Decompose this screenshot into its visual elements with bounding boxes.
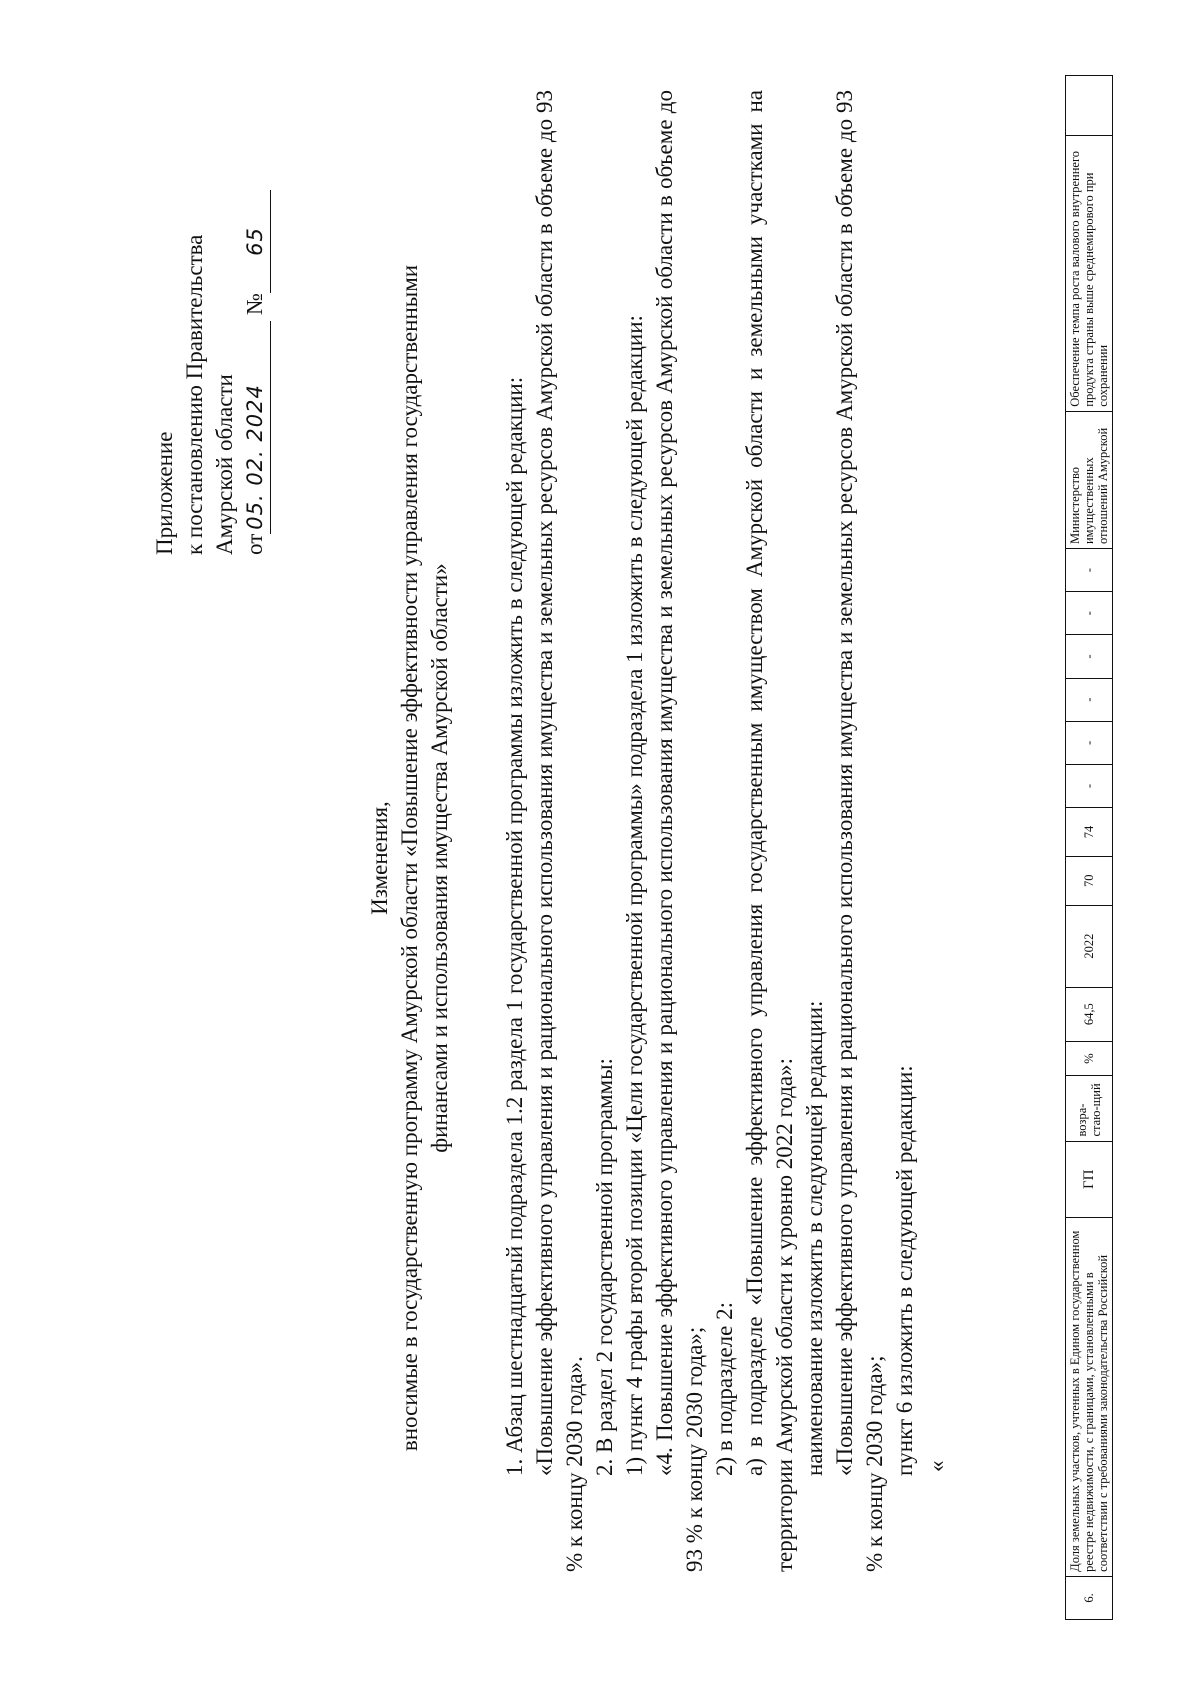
title-line-3: финансами и использования имущества Амурской области» <box>427 562 452 1153</box>
document-body <box>500 90 952 1572</box>
indicator-table <box>1065 75 1113 1620</box>
title-line-1: Изменения, <box>367 800 392 915</box>
paragraph-5: «4. Повышение эффективного управления и рационального использования имущества и земельных ресурсов Амурской области в объеме до 93 % к концу 2030 года»; <box>652 89 707 1572</box>
appendix-resolution: к постановлению Правительства <box>182 234 207 555</box>
handwritten-number: 65 <box>240 190 271 293</box>
cell-goal-link: Обеспечение темпа роста валового внутреннего продукта страны выше среднемирового при сохранении <box>1066 135 1113 411</box>
cell-value-3: - <box>1066 764 1113 807</box>
cell-value-8: - <box>1066 548 1113 591</box>
from-label: от <box>242 533 267 555</box>
cell-value-2: 74 <box>1066 807 1113 856</box>
paragraph-7: а) в подразделе «Повышение эффективного управления государственным имуществом Амурской области и земельными участками на территории Амурской области к уровню 2022 года»: <box>742 89 797 1572</box>
cell-trend: возра-стаю-щий <box>1066 1075 1113 1140</box>
cell-base-year: 2022 <box>1066 905 1113 987</box>
appendix-date-line <box>240 35 271 555</box>
paragraph-6: 2) в подразделе 2: <box>712 1301 737 1476</box>
title-line-2: вносимые в государственную программу Амурской области «Повышение эффективности управления государственными <box>397 264 422 1451</box>
cell-unit: % <box>1066 1041 1113 1075</box>
cell-level: ГП <box>1066 1141 1113 1217</box>
cell-indicator: Доля земельных участков, учтенных в Едином государственном реестре недвижимости, с границами, установленными в соответствии с требованиями законодательства Российской <box>1066 1217 1113 1576</box>
paragraph-10: пункт 6 изложить в следующей редакции: <box>892 1064 917 1476</box>
paragraph-4: 1) пункт 4 графы второй позиции «Цели государственной программы» подраздела 1 изложить в следующей редакции: <box>622 314 647 1476</box>
rotated-page <box>30 28 1170 1668</box>
number-label: № <box>242 292 267 315</box>
cell-empty <box>1066 75 1113 135</box>
handwritten-date: 05. 02. 2024 <box>240 320 271 533</box>
paragraph-9: «Повышение эффективного управления и рационального использования имущества и земельных ресурсов Амурской области в объеме до 93 % к концу 2030 года»; <box>832 89 887 1572</box>
document-title <box>365 118 455 1598</box>
cell-responsible: Министерство имущественных отношений Амурской <box>1066 411 1113 548</box>
paragraph-1: 1. Абзац шестнадцатый подраздела 1.2 раздела 1 государственной программы изложить в следующей редакции: <box>502 376 527 1476</box>
cell-base-value: 64,5 <box>1066 987 1113 1041</box>
paragraph-3: 2. В раздел 2 государственной программы: <box>592 1057 617 1476</box>
cell-value-5: - <box>1066 678 1113 721</box>
appendix-region: Амурской области <box>212 373 237 555</box>
cell-value-4: - <box>1066 721 1113 764</box>
appendix-header <box>150 35 271 555</box>
cell-num: 6. <box>1066 1576 1113 1619</box>
cell-value-7: - <box>1066 591 1113 634</box>
paragraph-2: «Повышение эффективного управления и рационального использования имущества и земельных ресурсов Амурской области в объеме до 93 % к концу 2030 года». <box>532 89 587 1572</box>
cell-value-6: - <box>1066 634 1113 677</box>
table-row <box>1066 75 1113 1619</box>
quote-open-mark: « <box>924 1460 949 1472</box>
appendix-label: Приложение <box>152 431 177 555</box>
cell-value-1: 70 <box>1066 856 1113 905</box>
paragraph-8: наименование изложить в следующей редакции: <box>802 1000 827 1476</box>
